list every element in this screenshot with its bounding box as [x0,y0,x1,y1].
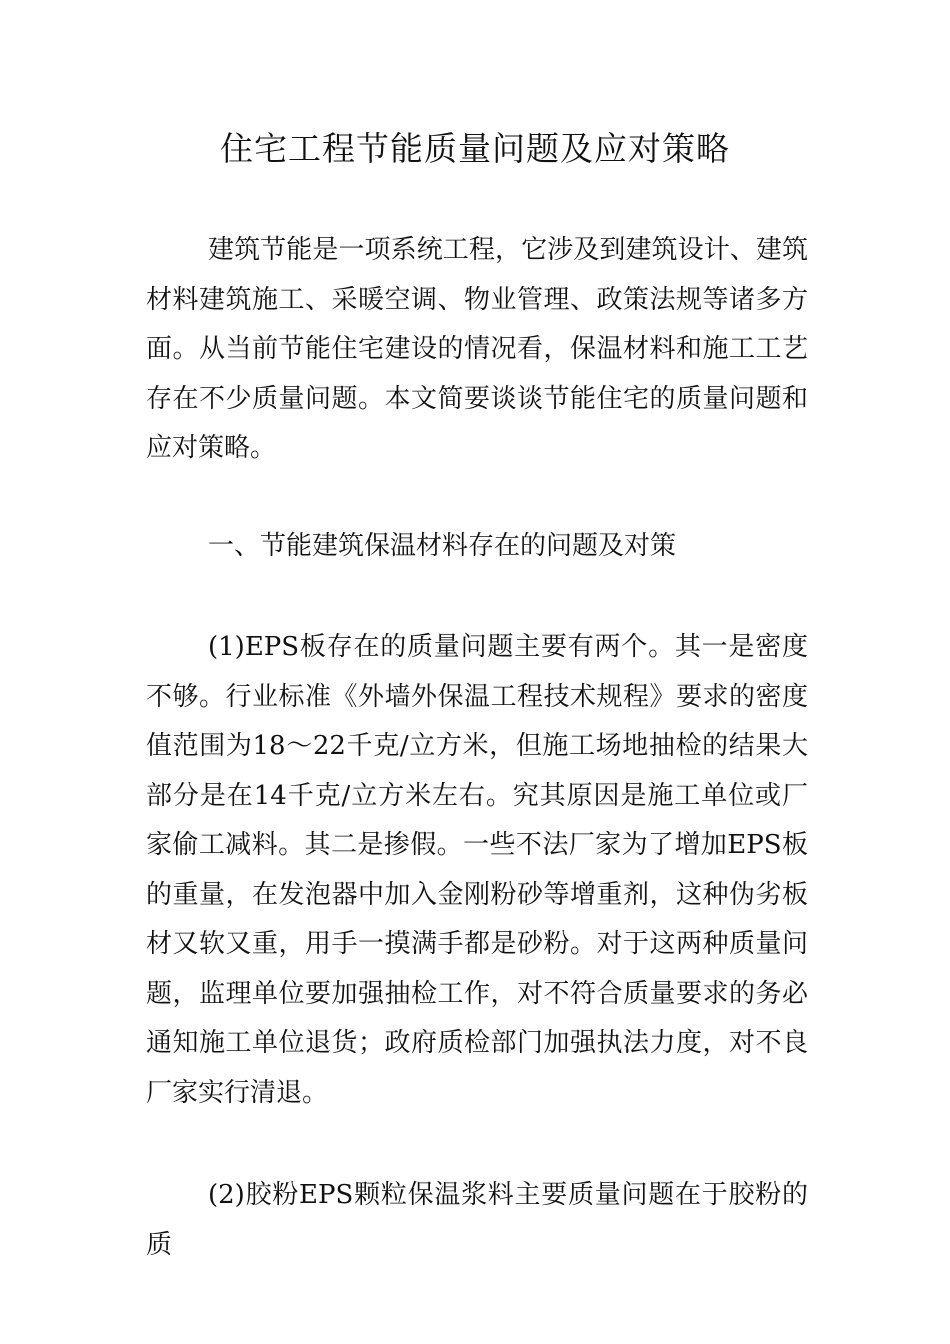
intro-paragraph: 建筑节能是一项系统工程，它涉及到建筑设计、建筑材料建筑施工、采暖空调、物业管理、政策法规等诸多方面。从当前节能住宅建设的情况看，保温材料和施工工艺存在不少质量问题。本文简要谈谈节能住宅的质量问题和应对策略。 [146,235,808,463]
item-paragraph-1: (1)EPS板存在的质量问题主要有两个。其一是密度不够。行业标准《外墙外保温工程技术规程》要求的密度值范围为18～22千克/立方米，但施工场地抽检的结果大部分是在14千克/立方米左右。究其原因是施工单位或厂家偷工减料。其二是掺假。一些不法厂家为了增加EPS板的重量，在发泡器中加入金刚粉砂等增重剂，这种伪劣板材又软又重，用手一摸满手都是砂粉。对于这两种质量问题，监理单位要加强抽检工作，对不符合质量要求的务必通知施工单位退货；政府质检部门加强执法力度，对不良厂家实行清退。 [146,632,808,1108]
document-title: 住宅工程节能质量问题及应对策略 [220,129,730,168]
item-paragraph-2: (2)胶粉EPS颗粒保温浆料主要质量问题在于胶粉的质 [146,1180,808,1260]
section-heading-1: 一、节能建筑保温材料存在的问题及对策 [208,531,677,561]
